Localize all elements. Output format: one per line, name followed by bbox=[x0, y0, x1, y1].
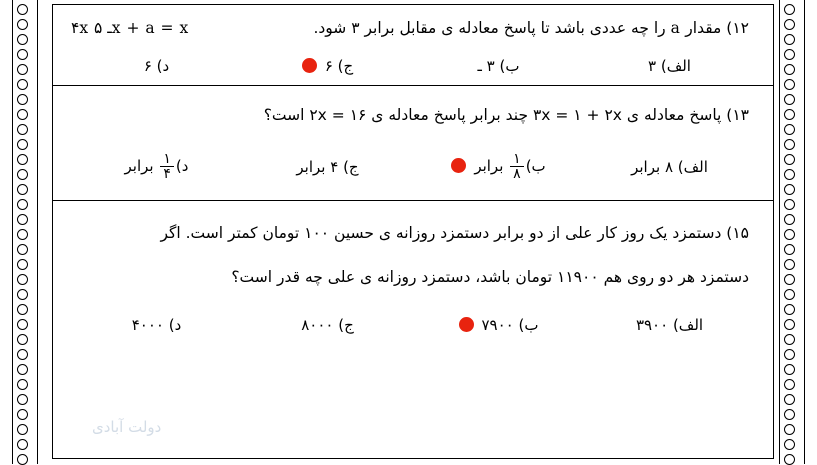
question-12-variable: a bbox=[670, 19, 681, 37]
selected-answer-marker-12 bbox=[302, 58, 317, 73]
choice-12-jim[interactable] bbox=[242, 53, 413, 79]
selected-answer-marker-15 bbox=[459, 317, 474, 332]
choice-12-be-label: ب) ۳ ـ bbox=[477, 56, 520, 75]
choice-13-jim[interactable] bbox=[242, 154, 413, 180]
choice-13-be-fraction bbox=[510, 152, 524, 182]
question-15-choices bbox=[71, 312, 755, 338]
question-block-15 bbox=[53, 201, 773, 344]
choice-13-dal-label: د) bbox=[175, 156, 189, 175]
worksheet-frame bbox=[52, 4, 774, 459]
question-15-stem-line1: ۱۵) دستمزد یک روز کار علی از دو برابر دستمزد روزانه ی حسین ۱۰۰ تومان کمتر است. اگر bbox=[160, 224, 749, 243]
perforation-holes-right bbox=[784, 0, 800, 464]
choice-13-be-label: ب) bbox=[525, 156, 546, 175]
perforation-strip-right bbox=[775, 0, 809, 464]
choice-15-alef[interactable] bbox=[584, 312, 755, 338]
choice-15-dal[interactable] bbox=[71, 312, 242, 338]
choice-12-alef-label: الف) ۳ bbox=[648, 56, 691, 75]
choice-15-alef-label: الف) ۳۹۰۰ bbox=[635, 316, 704, 335]
choice-15-jim[interactable] bbox=[242, 312, 413, 338]
question-12-choices bbox=[71, 53, 755, 79]
choice-12-dal[interactable] bbox=[71, 53, 242, 79]
question-block-12 bbox=[53, 5, 773, 86]
choice-13-jim-label: ج) ۴ برابر bbox=[296, 157, 359, 176]
choice-13-be-suffix: برابر bbox=[474, 156, 509, 175]
selected-answer-marker-13 bbox=[451, 158, 466, 173]
choice-12-jim-label: ج) ۶ bbox=[324, 56, 354, 75]
choice-13-be[interactable] bbox=[413, 148, 584, 186]
choice-13-be-numerator: ۱ bbox=[513, 150, 521, 167]
choice-13-be-denominator: ۸ bbox=[510, 166, 524, 182]
choice-15-dal-label: د) ۴۰۰۰ bbox=[131, 316, 182, 335]
choice-13-dal-denominator: ۴ bbox=[160, 166, 174, 182]
choice-13-dal-numerator: ۱ bbox=[163, 150, 171, 167]
choice-13-alef-label: الف) ۸ برابر bbox=[631, 157, 708, 176]
choice-15-be[interactable] bbox=[413, 312, 584, 338]
choice-15-be-label: ب) ۷۹۰۰ bbox=[481, 316, 539, 335]
question-15-stem-line2: دستمزد هر دو روی هم ۱۱۹۰۰ تومان باشد، دستمزد روزانه ی علی چه قدر است؟ bbox=[231, 267, 749, 286]
choice-12-alef[interactable] bbox=[584, 53, 755, 79]
question-12-equation: ۴x ـ ۵x + a = x bbox=[71, 19, 189, 37]
choice-12-dal-label: د) ۶ bbox=[143, 56, 170, 75]
question-13-choices bbox=[71, 148, 755, 186]
question-13-stem: ۱۳) پاسخ معادله ی ۳x = ۱ + ۲x چند برابر پاسخ معادله ی ۱۶ = ۲x است؟ bbox=[263, 105, 749, 124]
question-12-stem-after: را چه عددی باشد تا پاسخ معادله ی مقابل برابر ۳ شود. bbox=[313, 19, 671, 37]
perforation-holes-left bbox=[17, 0, 33, 464]
watermark-text: دولت آبادی bbox=[92, 418, 162, 436]
question-block-13 bbox=[53, 86, 773, 201]
question-12-stem bbox=[71, 15, 755, 43]
perforation-strip-left bbox=[8, 0, 42, 464]
choice-13-dal-suffix: برابر bbox=[124, 156, 159, 175]
question-12-stem-before: ۱۲) مقدار bbox=[680, 19, 749, 37]
choice-13-alef[interactable] bbox=[584, 154, 755, 180]
choice-12-be[interactable] bbox=[413, 53, 584, 79]
choice-13-dal-fraction bbox=[160, 152, 174, 182]
choice-13-dal[interactable] bbox=[71, 148, 242, 186]
choice-15-jim-label: ج) ۸۰۰۰ bbox=[301, 316, 354, 335]
